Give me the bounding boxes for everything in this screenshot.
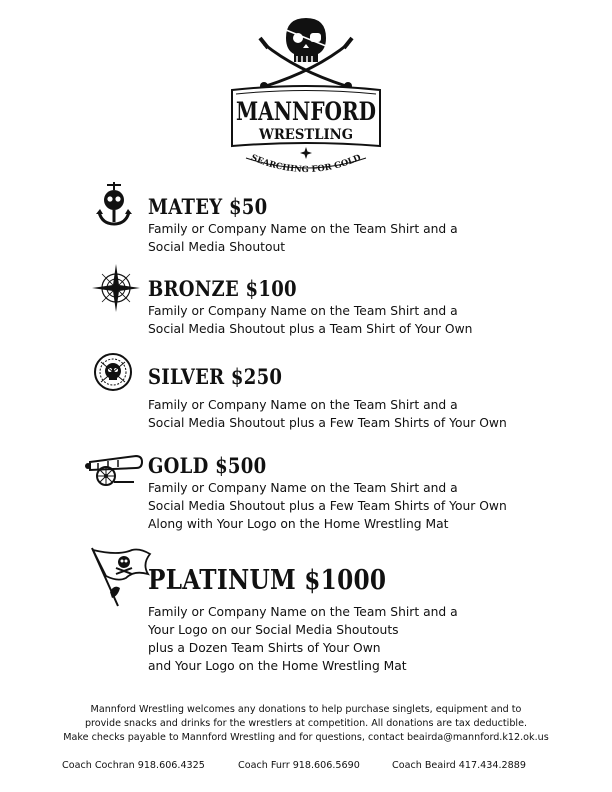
footer-line: Make checks payable to Mannford Wrestling and for questions, contact beairda@mannford.k12.ok.us [63, 732, 549, 743]
tier-description-line: Family or Company Name on the Team Shirt and a [148, 605, 458, 619]
tier-description-line: Your Logo on our Social Media Shoutouts [148, 623, 399, 637]
tier-description-line: and Your Logo on the Home Wrestling Mat [148, 659, 407, 673]
tier-description-line: Social Media Shoutout plus a Team Shirt of Your Own [148, 322, 473, 336]
tier-gold [148, 453, 507, 533]
footer-line: Mannford Wrestling welcomes any donations to help purchase singlets, equipment and to [90, 704, 522, 715]
tier-bronze [148, 276, 472, 338]
tier-title: MATEY $50 [148, 194, 268, 219]
logo-tagline: SEARCHING FOR GOLD [249, 152, 363, 176]
tier-description-line: Family or Company Name on the Team Shirt and a [148, 222, 458, 236]
tier-title: GOLD $500 [148, 453, 267, 478]
coach-contact: Coach Cochran 918.606.4325 [62, 760, 205, 771]
logo-line1: MANNFORD [236, 97, 376, 126]
tier-description-line: Family or Company Name on the Team Shirt and a [148, 398, 458, 412]
footer-line: provide snacks and drinks for the wrestlers at competition. All donations are tax deductible. [84, 718, 528, 729]
tier-title: SILVER $250 [148, 364, 283, 389]
logo-line2: WRESTLING [258, 127, 353, 143]
tier-description-line: Social Media Shoutout plus a Few Team Shirts of Your Own [148, 499, 507, 513]
coach-contact: Coach Furr 918.606.5690 [238, 760, 360, 771]
tier-description-line: Social Media Shoutout [148, 240, 286, 254]
tier-matey [148, 194, 458, 256]
tier-description-line: Along with Your Logo on the Home Wrestling Mat [148, 517, 449, 531]
tier-platinum [148, 565, 458, 675]
mannford-wrestling-logo [226, 8, 386, 184]
compass-star-icon [300, 147, 312, 159]
tier-description-line: Family or Company Name on the Team Shirt and a [148, 481, 458, 495]
cannon-icon [84, 448, 146, 488]
compass-rose-icon [92, 262, 140, 314]
tier-title: PLATINUM $1000 [148, 565, 387, 596]
tier-description-line: Social Media Shoutout plus a Few Team Shirts of Your Own [148, 416, 507, 430]
skull-crossed-swords-icon [226, 8, 386, 184]
skull-medallion-icon [93, 352, 133, 392]
anchor-skull-icon [94, 180, 134, 226]
tier-description-line: Family or Company Name on the Team Shirt and a [148, 304, 458, 318]
tier-description-line: plus a Dozen Team Shirts of Your Own [148, 641, 381, 655]
pirate-flag-icon [88, 544, 154, 608]
tier-title: BRONZE $100 [148, 276, 297, 301]
donation-note [0, 703, 612, 745]
tier-silver [148, 364, 507, 432]
coach-contact: Coach Beaird 417.434.2889 [392, 760, 526, 771]
